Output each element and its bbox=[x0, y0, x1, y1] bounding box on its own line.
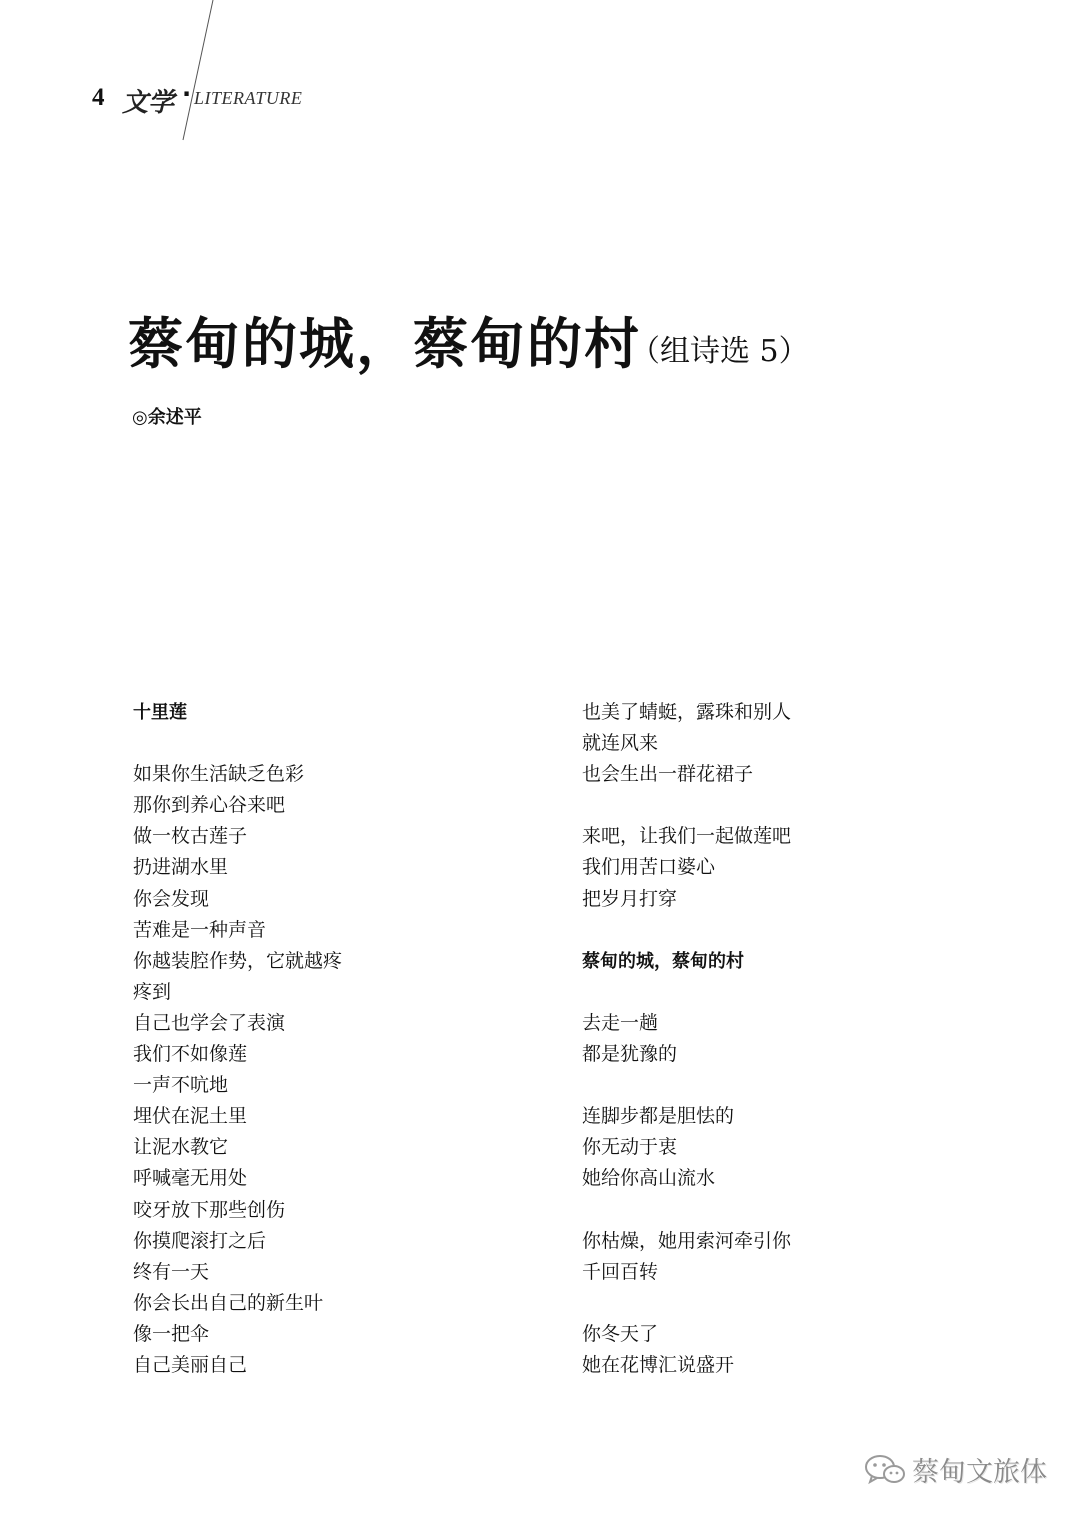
poem-line: 咬牙放下那些创伤 bbox=[133, 1198, 286, 1221]
watermark bbox=[864, 1450, 1047, 1489]
poem-line: 你摸爬滚打之后 bbox=[133, 1229, 267, 1252]
poem-line: 终有一天 bbox=[133, 1260, 210, 1283]
page-number: 4 bbox=[92, 84, 105, 111]
poem-line: 来吧，让我们一起做莲吧 bbox=[582, 825, 792, 848]
poem-line: 自己也学会了表演 bbox=[133, 1011, 286, 1034]
poem-line: 让泥水教它 bbox=[133, 1136, 229, 1159]
poem-line: 把岁月打穿 bbox=[582, 887, 678, 910]
poem-title: 十里莲 bbox=[133, 702, 187, 723]
section-separator: · bbox=[182, 80, 192, 108]
stanza-break bbox=[582, 790, 982, 821]
poem-line: 如果你生活缺乏色彩 bbox=[133, 763, 305, 786]
stanza-break bbox=[582, 1288, 982, 1319]
article-title: 蔡甸的城，蔡甸的村 bbox=[128, 311, 642, 376]
poem-line: 她在花博汇说盛开 bbox=[582, 1353, 735, 1376]
poem-line: 你越装腔作势，它就越疼 bbox=[133, 949, 343, 972]
watermark-text: 蔡甸文旅体 bbox=[912, 1457, 1047, 1488]
poem-line: 埋伏在泥土里 bbox=[133, 1105, 248, 1128]
poem-column-left bbox=[133, 697, 533, 1381]
wechat-icon bbox=[864, 1453, 906, 1487]
poem-line: 疼到 bbox=[133, 980, 172, 1003]
poem-line: 你无动于衷 bbox=[582, 1136, 678, 1159]
poem-line: 她给你高山流水 bbox=[582, 1167, 716, 1190]
stanza-break bbox=[133, 728, 533, 759]
poem-line: 也美了蜻蜓，露珠和别人 bbox=[582, 701, 792, 723]
poem-line: 你会长出自己的新生叶 bbox=[133, 1291, 324, 1314]
stanza-break bbox=[582, 1070, 982, 1101]
poem-line: 苦难是一种声音 bbox=[133, 918, 267, 941]
article-subtitle: （组诗选 5） bbox=[630, 334, 809, 369]
section-title-cn: 文学 bbox=[122, 88, 175, 118]
poem-line: 我们用苦口婆心 bbox=[582, 856, 716, 879]
poem-line: 千回百转 bbox=[582, 1260, 659, 1283]
author-byline: ◎余述平 bbox=[132, 407, 202, 428]
poem-line: 自己美丽自己 bbox=[133, 1353, 248, 1376]
stanza-break bbox=[582, 1195, 982, 1226]
stanza-break bbox=[582, 915, 982, 946]
stanza-break bbox=[582, 977, 982, 1008]
poem-line: 去走一趟 bbox=[582, 1011, 659, 1034]
poem-line: 像一把伞 bbox=[133, 1322, 210, 1345]
poem-line: 都是犹豫的 bbox=[582, 1043, 678, 1066]
poem-line: 你会发现 bbox=[133, 887, 210, 910]
poem-line: 你枯燥，她用索河牵引你 bbox=[582, 1229, 792, 1252]
header-decoration bbox=[0, 0, 1080, 160]
poem-title: 蔡甸的城，蔡甸的村 bbox=[582, 950, 744, 972]
poem-line: 连脚步都是胆怯的 bbox=[582, 1105, 735, 1128]
poem-line: 我们不如像莲 bbox=[133, 1043, 248, 1066]
poem-line: 一声不吭地 bbox=[133, 1074, 229, 1097]
section-title-en: LITERATURE bbox=[194, 88, 303, 108]
poem-line: 就连风来 bbox=[582, 732, 659, 755]
poem-column-right bbox=[582, 697, 982, 1381]
poem-line: 做一枚古莲子 bbox=[133, 825, 248, 848]
poem-line: 那你到养心谷来吧 bbox=[133, 794, 286, 817]
poem-line: 扔进湖水里 bbox=[133, 856, 229, 879]
poem-line: 你冬天了 bbox=[582, 1322, 659, 1345]
poem-line: 也会生出一群花裙子 bbox=[582, 763, 754, 786]
poem-line: 呼喊毫无用处 bbox=[133, 1167, 248, 1190]
